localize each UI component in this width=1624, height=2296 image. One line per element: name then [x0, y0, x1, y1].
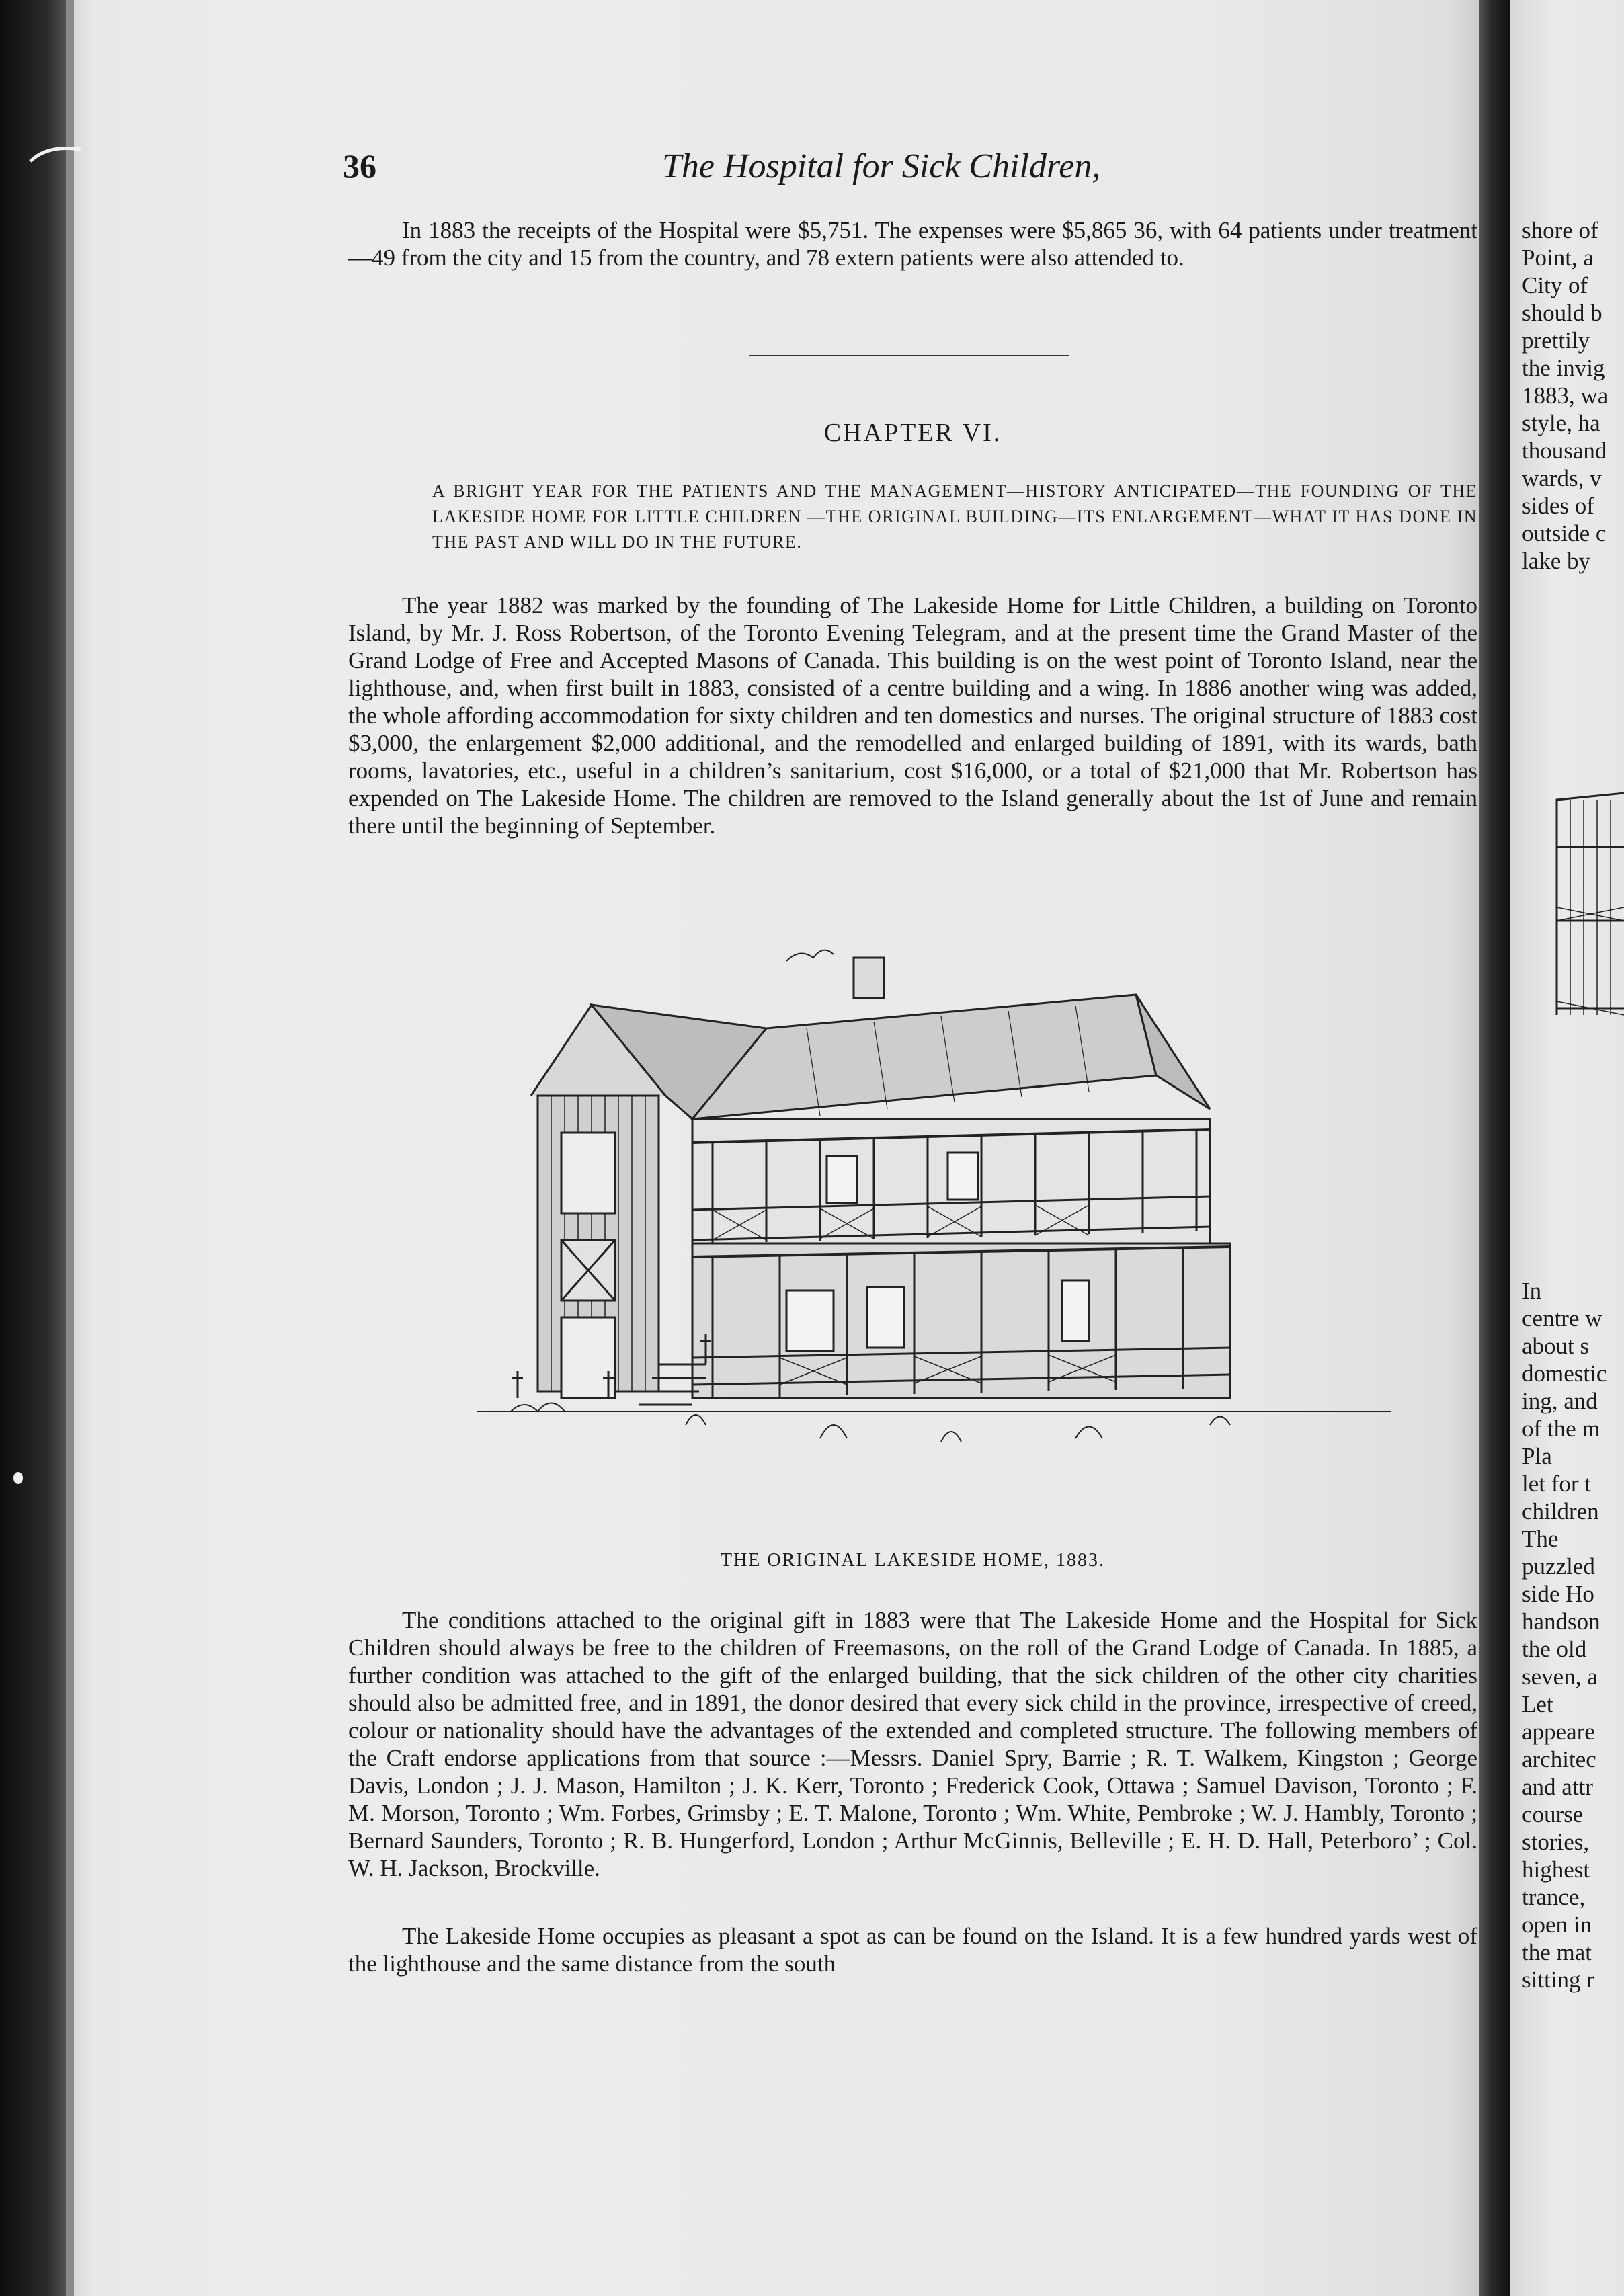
adjacent-line: let for t — [1522, 1471, 1592, 1497]
adjacent-line: City of — [1522, 272, 1588, 298]
paragraph-spot: The Lakeside Home occupies as pleasant a spot as can be found on the Island. It is a few hundred yards west of the lighthouse and the same distance from the south — [348, 1923, 1477, 1977]
left-binding-shadow — [0, 0, 67, 2296]
adjacent-line: Let — [1522, 1691, 1553, 1717]
adjacent-engraving-fragment — [1543, 786, 1624, 1022]
scan-speck — [13, 1472, 23, 1484]
adjacent-line: centre w — [1522, 1305, 1602, 1331]
adjacent-line: handson — [1522, 1608, 1600, 1635]
adjacent-line: In — [1522, 1278, 1542, 1304]
adjacent-line: the old — [1522, 1636, 1587, 1662]
book-gutter — [1479, 0, 1510, 2296]
scan-mark — [27, 141, 87, 168]
adjacent-line: trance, — [1522, 1884, 1586, 1910]
adjacent-line: the mat — [1522, 1939, 1592, 1965]
adjacent-line: Point, a — [1522, 245, 1594, 271]
adjacent-line: stories, — [1522, 1829, 1590, 1855]
adjacent-line: highest — [1522, 1856, 1590, 1883]
lakeside-home-engraving — [471, 941, 1398, 1499]
adjacent-line: style, ha — [1522, 410, 1600, 436]
adjacent-line: outside c — [1522, 520, 1607, 546]
adjacent-line: open in — [1522, 1912, 1592, 1938]
figure-caption: THE ORIGINAL LAKESIDE HOME, 1883. — [720, 1550, 1105, 1571]
adjacent-line: about s — [1522, 1333, 1590, 1359]
adjacent-line: course — [1522, 1801, 1584, 1828]
adjacent-line: children — [1522, 1498, 1599, 1524]
page-number: 36 — [343, 147, 376, 185]
adjacent-line: shore of — [1522, 217, 1598, 243]
adjacent-line: thousand — [1522, 438, 1607, 464]
adjacent-line: prettily — [1522, 327, 1590, 354]
running-title: The Hospital for Sick Children, — [662, 147, 1101, 186]
adjacent-line: seven, a — [1522, 1664, 1598, 1690]
adjacent-line: sitting r — [1522, 1967, 1594, 1993]
adjacent-line: lake by — [1522, 548, 1591, 574]
adjacent-line: The — [1522, 1526, 1559, 1552]
paragraph-conditions: The conditions attached to the original gift in 1883 were that The Lakeside Home and the Hospital for Sick Children should always be free to the children of Freemasons, on the roll of the Grand Lodge of Canada. In 1885, a further condition was attached to the gift of the enlarged building, that the sick children of the other city charities should also be admitted free, and in 1891, the donor desired that every sick child in the province, irrespective of creed, colour or nationality should have the advantages of the extended and completed structure. The following members of the Craft endorse applications from that source :—Messrs. Daniel Spry, Barrie ; R. T. Walkem, Kingston ; George Davis, London ; J. J. Mason, Hamilton ; J. K. Kerr, Toronto ; Frederick Cook, Ottawa ; Samuel Davison, Toronto ; F. M. Morson, Toronto ; Wm. Forbes, Grimsby ; E. T. Malone, Toronto ; Wm. White, Pembroke ; W. J. Hambly, Toronto ; Bernard Saunders, Toronto ; R. B. Hungerford, London ; Arthur McGinnis, Belleville ; E. H. D. Hall, Peterboro’ ; Col. W. H. Jackson, Brockville. — [348, 1607, 1477, 1881]
adjacent-line: architec — [1522, 1746, 1596, 1772]
adjacent-line: puzzled — [1522, 1553, 1595, 1580]
adjacent-line: appeare — [1522, 1719, 1595, 1745]
chapter-subhead: A BRIGHT YEAR FOR THE PATIENTS AND THE MANAGEMENT—HISTORY ANTICIPATED—THE FOUNDING OF THE LAKESIDE HOME FOR LITTLE CHILDREN —THE ORIGINAL BUILDING—ITS ENLARGEMENT—WHAT IT HAS DONE IN THE PAST AND WILL DO IN THE FUTURE. — [432, 481, 1477, 552]
chapter-title: CHAPTER VI. — [823, 419, 1002, 447]
adjacent-page — [1510, 0, 1624, 2296]
adjacent-line: 1883, wa — [1522, 382, 1609, 409]
adjacent-line: should b — [1522, 300, 1602, 326]
adjacent-line: the invig — [1522, 355, 1605, 381]
adjacent-line: of the m — [1522, 1416, 1600, 1442]
adjacent-line: and attr — [1522, 1774, 1593, 1800]
page-edge — [66, 0, 74, 2296]
section-divider — [749, 355, 1069, 356]
adjacent-line: ing, and — [1522, 1388, 1598, 1414]
adjacent-line: side Ho — [1522, 1581, 1594, 1607]
adjacent-line: sides of — [1522, 493, 1594, 519]
paragraph-receipts: In 1883 the receipts of the Hospital were $5,751. The expenses were $5,865 36, with 64 patients under treatment—49 from the city and 15 from the country, and 78 extern patients were also attended to. — [348, 217, 1477, 271]
adjacent-line: wards, v — [1522, 465, 1602, 491]
adjacent-line: domestic — [1522, 1360, 1607, 1387]
adjacent-line: Pla — [1522, 1443, 1552, 1469]
paragraph-founding: The year 1882 was marked by the founding of The Lakeside Home for Little Children, a building on Toronto Island, by Mr. J. Ross Robertson, of the Toronto Evening Telegram, and at the present time the Grand Master of the Grand Lodge of Free and Accepted Masons of Canada. This building is on the west point of Toronto Island, near the lighthouse, and, when first built in 1883, consisted of a centre building and a wing. In 1886 another wing was added, the whole affording accommodation for sixty children and ten domestics and nurses. The original structure of 1883 cost $3,000, the enlargement $2,000 additional, and the remodelled and enlarged building of 1891, with its wards, bath rooms, lavatories, etc., useful in a children’s sanitarium, cost $16,000, or a total of $21,000 that Mr. Robertson has expended on The Lakeside Home. The children are removed to the Island generally about the 1st of June and remain there until the beginning of September. — [348, 592, 1477, 839]
running-head — [343, 147, 1486, 194]
